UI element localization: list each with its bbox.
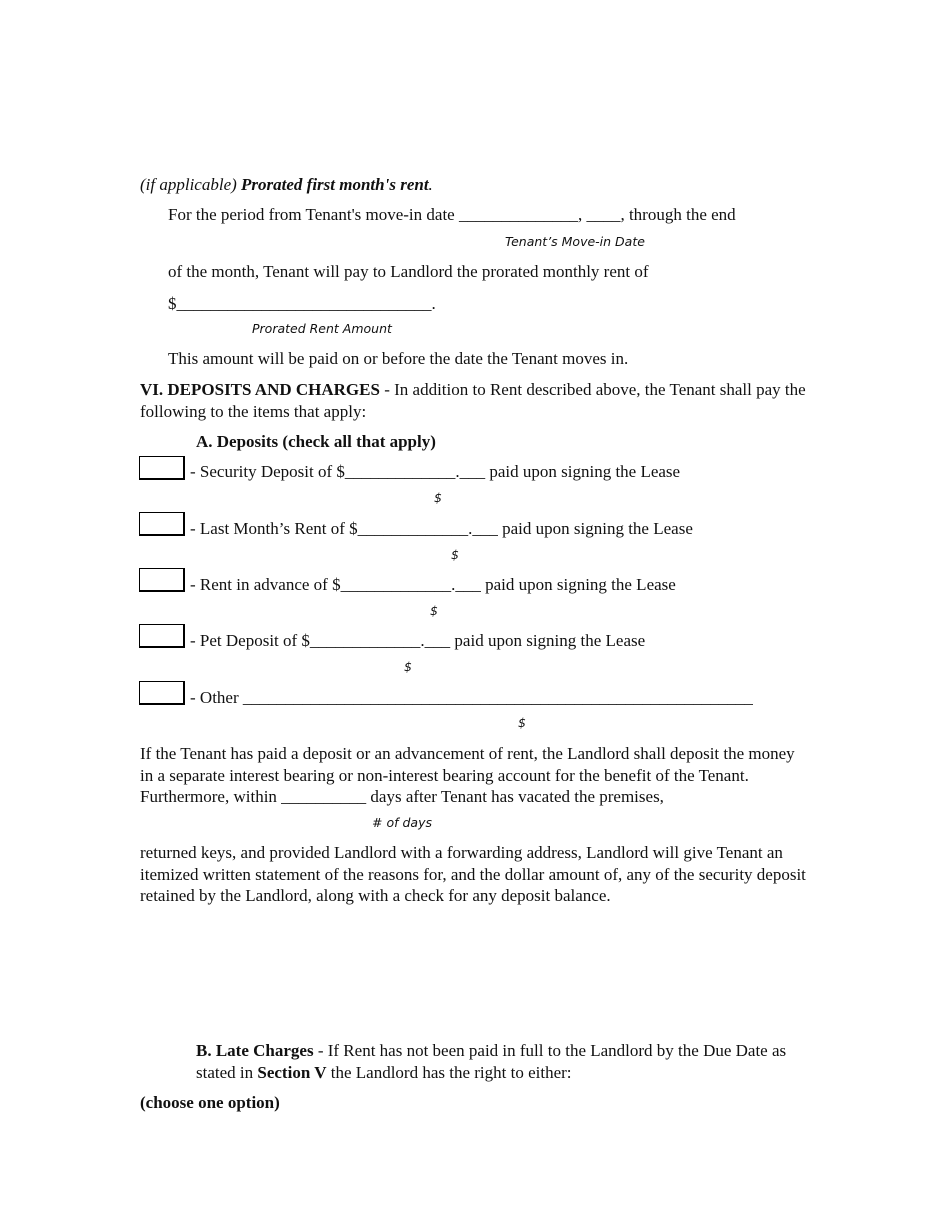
security-deposit-caption: $ [434, 490, 442, 505]
section-v-reference: Section V [257, 1062, 327, 1082]
rent-in-advance-caption: $ [430, 603, 438, 618]
pet-deposit-checkbox[interactable] [139, 624, 185, 648]
section-6-body: - In addition to Rent described above, the Tenant shall pay the following to the items that apply: [140, 380, 806, 421]
deposit-account-paragraph: If the Tenant has paid a deposit or an advancement of rent, the Landlord shall deposit the money in a separate interest bearing or non-interest bearing account for the benefit of the Tenant. Furthermore, within __________ days after Tenant has vacated the premises, [140, 744, 795, 806]
security-deposit-checkbox[interactable] [139, 456, 185, 480]
section-6-paragraph [140, 379, 810, 422]
last-month-rent-checkbox[interactable] [139, 512, 185, 536]
other-text: - Other ____________________________________________________________ [190, 688, 753, 707]
movein-caption: Tenant’s Move-in Date [505, 234, 645, 249]
late-charges-body: - If Rent has not been paid in full to the Landlord by the Due Date as stated in [196, 1041, 787, 1082]
prorate-heading: Prorated first month's rent [241, 175, 429, 194]
other-checkbox[interactable] [139, 681, 185, 705]
days-caption: # of days [372, 815, 432, 830]
late-charges-body-end: the Landlord has the right to either: [326, 1062, 572, 1082]
paid-before-line: This amount will be paid on or before the date the Tenant moves in. [168, 349, 629, 368]
other-caption: $ [518, 715, 526, 730]
prorated-rent-line: of the month, Tenant will pay to Landlord the prorated monthly rent of [168, 262, 649, 281]
late-charges-paragraph [196, 1040, 796, 1083]
last-month-rent-caption: $ [451, 547, 459, 562]
itemized-statement-paragraph: returned keys, and provided Landlord with a forwarding address, Landlord will give Tenant an itemized written statement of the reasons for, and the dollar amount of, any of the security deposit retained by the Landlord, along with a check for any deposit balance. [140, 843, 806, 905]
prorate-period: . [428, 175, 433, 194]
pet-deposit-caption: $ [404, 659, 412, 674]
prorate-heading-line [140, 174, 433, 195]
rent-in-advance-text: - Rent in advance of $_____________.___ paid upon signing the Lease [190, 575, 676, 594]
prorated-amount-blank: $______________________________. [168, 294, 436, 313]
rent-in-advance-checkbox[interactable] [139, 568, 185, 592]
pet-deposit-text: - Pet Deposit of $_____________.___ paid upon signing the Lease [190, 631, 646, 650]
prorate-applicable: (if applicable) [140, 175, 237, 194]
section-6-heading: VI. DEPOSITS AND CHARGES [140, 380, 380, 399]
choose-option-label: (choose one option) [140, 1093, 280, 1112]
security-deposit-text: - Security Deposit of $_____________.___ paid upon signing the Lease [190, 462, 681, 481]
deposits-heading: A. Deposits (check all that apply) [196, 432, 436, 451]
movein-line: For the period from Tenant's move-in date ______________, ____, through the end [168, 205, 736, 224]
late-charges-heading: B. Late Charges [196, 1041, 314, 1060]
last-month-rent-text: - Last Month’s Rent of $_____________.___ paid upon signing the Lease [190, 519, 693, 538]
prorated-amount-caption: Prorated Rent Amount [252, 321, 392, 336]
